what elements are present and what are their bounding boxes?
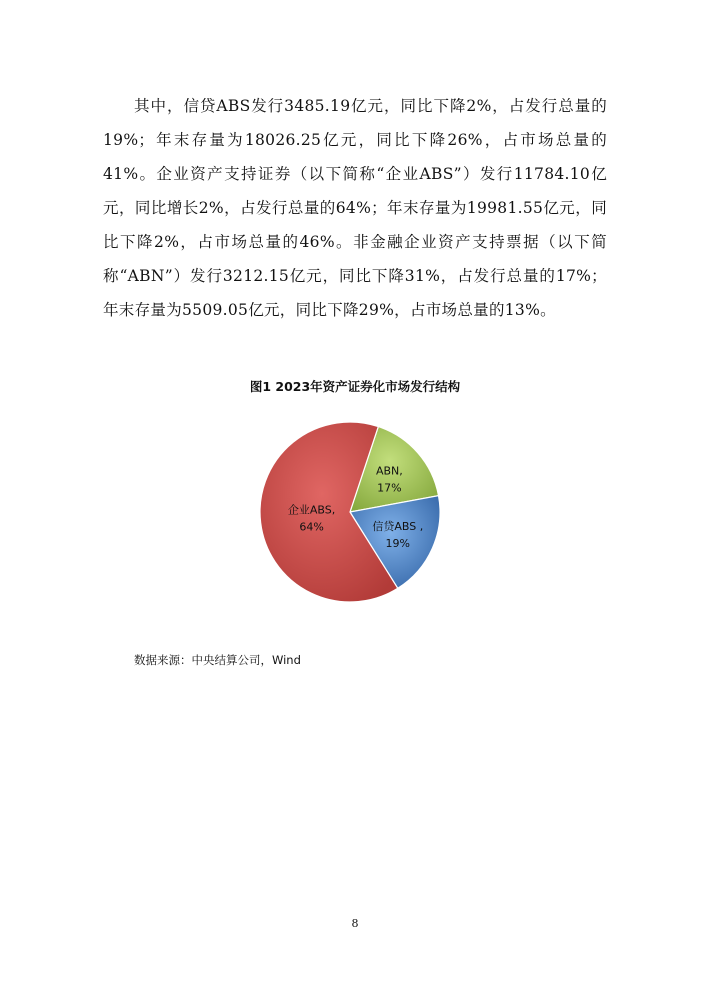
body-paragraph: 其中，信贷ABS发行3485.19亿元，同比下降2%，占发行总量的19%；年末存量为18026.25亿元，同比下降26%，占市场总量的41%。企业资产支持证券（以下简称“企业ABS”）发行11784.10亿元，同比增长2%，占发行总量的64%；年末存量为19981.55亿元，同比下降2%，占市场总量的46%。非金融企业资产支持票据（以下简称“ABN”）发行3212.15亿元，同比下降31%，占发行总量的17%；年末存量为5509.05亿元，同比下降29%，占市场总量的13%。 bbox=[103, 97, 607, 319]
slice-abn-percent: 17% bbox=[377, 481, 402, 495]
slice-abn-label: ABN, bbox=[375, 464, 403, 478]
data-source: 数据来源：中央结算公司，Wind bbox=[134, 653, 301, 667]
slice-credit-abs-label: 信贷ABS , bbox=[372, 520, 424, 534]
slice-enterprise-abs-label: 企业ABS, bbox=[287, 503, 336, 517]
page-number: 8 bbox=[351, 917, 359, 930]
pie-chart bbox=[250, 418, 460, 618]
figure-title: 图1 2023年资产证券化市场发行结构 bbox=[249, 379, 461, 394]
pie-chart-svg bbox=[250, 418, 460, 618]
slice-credit-abs-percent: 19% bbox=[385, 537, 411, 551]
slice-enterprise-abs-percent: 64% bbox=[299, 520, 324, 534]
